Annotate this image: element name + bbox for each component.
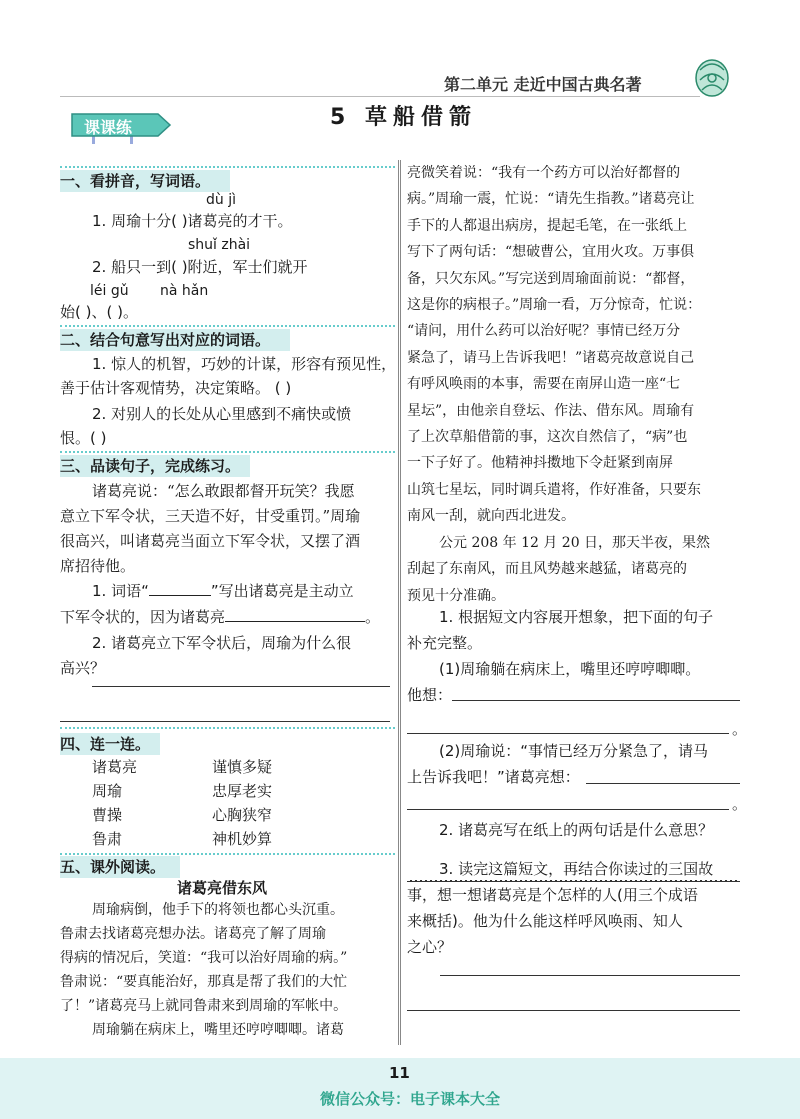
q1-part2: (2)周瑜说：“事情已经万分紧急了，请马 — [439, 742, 709, 760]
answer-line[interactable] — [407, 809, 729, 810]
story-left-column — [60, 898, 347, 1042]
section-4-title: 四、连一连。 — [60, 733, 160, 755]
match-right-item[interactable]: 忠厚老实 — [212, 782, 273, 800]
answer-blank[interactable] — [225, 606, 365, 622]
s3-passage-4: 席招待他。 — [60, 557, 136, 575]
match-left-item[interactable]: 曹操 — [92, 806, 123, 824]
story-line: 鲁肃去找诸葛亮想办法。诸葛亮了解了周瑜 — [60, 926, 326, 942]
story-line: 亮微笑着说：“我有一个药方可以治好都督的 — [407, 165, 681, 181]
q3-line-4: 之心？ — [407, 938, 453, 956]
pinyin-3b: nà hǎn — [160, 283, 209, 299]
story-line: “请问，用什么药可以治好呢？事情已经万分 — [407, 323, 681, 340]
section-rule — [60, 325, 395, 327]
s1-item-2: 2. 船只一到( )附近，军士们就开 — [92, 258, 308, 276]
pinyin-1: dù jì — [206, 192, 236, 208]
story-line: 写下了两句话：“想破曹公，宜用火攻。万事俱 — [407, 244, 695, 261]
answer-line[interactable] — [60, 721, 390, 722]
badge-label: 课课练 — [84, 118, 133, 137]
story-right-column — [407, 160, 710, 609]
section-rule — [60, 166, 395, 168]
s2-line-4: 恨。( ) — [60, 429, 107, 447]
match-left-item[interactable]: 鲁肃 — [92, 830, 123, 848]
q1-part1: (1)周瑜躺在病床上，嘴里还哼哼唧唧。 — [439, 660, 701, 678]
story-line: 星坛”，由他亲自登坛、作法、借东风。周瑜有 — [407, 402, 695, 419]
story-line: 山筑七星坛，同时调兵遣将，作好准备，只要东 — [407, 481, 701, 498]
s3-q2-line2: 高兴？ — [60, 659, 106, 677]
q1-prompt-cont: 补充完整。 — [407, 634, 483, 652]
s3-passage-1: 诸葛亮说：“怎么敢跟都督开玩笑？我愿 — [92, 482, 355, 500]
q1-prefix: 1. 词语“ — [92, 582, 149, 600]
q1-suffix: ”写出诸葛亮是主动立 — [210, 582, 354, 600]
story-line: 周瑜病倒，他手下的将领也都心头沉重。 — [92, 902, 344, 918]
period: 。 — [732, 795, 748, 813]
wechat-credit: 微信公众号：电子课本大全 — [320, 1090, 501, 1108]
story-line: 有呼风唤雨的本事，需要在南屏山造一座“七 — [407, 376, 681, 393]
scroll-emblem-icon — [690, 50, 736, 102]
story-line: 周瑜躺在病床上，嘴里还哼哼唧唧。诸葛 — [92, 1022, 344, 1038]
s3-q1-line1 — [92, 580, 354, 601]
section-3-title: 三、品读句子，完成练习。 — [60, 455, 250, 477]
pinyin-3a: léi gǔ — [90, 283, 129, 299]
lesson-title: 5 草船借箭 — [330, 105, 477, 130]
story-line: 刮起了东南风，而且风势越来越猛，诸葛亮的 — [407, 561, 687, 578]
s4-right-list — [212, 755, 272, 851]
s1-item-2-cont: 始( )、( )。 — [60, 303, 138, 321]
story-line: 一下子好了。他精神抖擞地下令赶紧到南屏 — [407, 455, 673, 472]
header-rule — [60, 96, 700, 97]
s1-item-1: 1. 周瑜十分( )诸葛亮的才干。 — [92, 212, 293, 230]
story-line: 了上次草船借箭的事，这次自然信了，“病”也 — [407, 429, 688, 446]
answer-blank[interactable] — [149, 580, 211, 596]
s3-q1-line2 — [60, 606, 380, 627]
match-right-item[interactable]: 谨慎多疑 — [212, 758, 273, 776]
q3-line-1: 3. 读完这篇短文，再结合你读过的三国故 — [439, 860, 714, 878]
section-1-title: 一、看拼音，写词语。 — [60, 170, 230, 192]
q3-line-3: 来概括)。他为什么能这样呼风唤雨、知人 — [407, 912, 683, 930]
section-5-title: 五、课外阅读。 — [60, 856, 180, 878]
q1-part1-lead: 他想： — [407, 686, 453, 704]
s4-left-list — [92, 755, 137, 851]
story-line: 手下的人都退出病房，提起毛笔，在一张纸上 — [407, 217, 687, 234]
match-right-item[interactable]: 心胸狭窄 — [212, 806, 273, 824]
column-divider — [398, 160, 401, 1045]
match-left-item[interactable]: 周瑜 — [92, 782, 123, 800]
story-line: 南风一刮，就向西北进发。 — [407, 508, 575, 525]
s2-line-3: 2. 对别人的长处从心里感到不痛快或愤 — [92, 405, 352, 423]
page-number: 11 — [389, 1064, 410, 1082]
answer-space[interactable] — [407, 880, 740, 882]
story-line: 病。”周瑜一震，忙说：“请先生指教。”诸葛亮让 — [407, 191, 695, 208]
story-line: 备，只欠东风。”写完送到周瑜面前说：“都督， — [407, 270, 695, 287]
period: 。 — [732, 720, 748, 738]
match-left-item[interactable]: 诸葛亮 — [92, 758, 138, 776]
q1-end: 。 — [365, 608, 381, 626]
story-line: 紧急了，请马上告诉我吧！”诸葛亮故意说自己 — [407, 349, 695, 366]
section-rule — [60, 451, 395, 453]
story-line: 这是你的病根子。”周瑜一看，万分惊奇，忙说： — [407, 297, 702, 314]
s2-line-1: 1. 惊人的机智，巧妙的计谋，形容有预见性， — [92, 355, 397, 373]
story-line: 预见十分准确。 — [407, 587, 505, 604]
story-line: 得病的情况后，笑道：“我可以治好周瑜的病。” — [60, 950, 348, 966]
q3-line-2: 事，想一想诸葛亮是个怎样的人(用三个成语 — [407, 886, 698, 904]
section-rule — [60, 727, 395, 729]
answer-line[interactable] — [452, 700, 740, 701]
story-line: 了！”诸葛亮马上就同鲁肃来到周瑜的军帐中。 — [60, 998, 348, 1014]
story-title: 诸葛亮借东风 — [177, 879, 268, 897]
q1-cont: 下军令状的，因为诸葛亮 — [60, 608, 226, 626]
answer-line[interactable] — [440, 975, 740, 976]
s3-q2-line1: 2. 诸葛亮立下军令状后，周瑜为什么很 — [92, 634, 352, 652]
unit-heading: 第二单元 走近中国古典名著 — [444, 75, 642, 94]
s2-line-2: 善于估计客观情势，决定策略。 ( ) — [60, 379, 292, 397]
q1-prompt: 1. 根据短文内容展开想象，把下面的句子 — [439, 608, 714, 626]
story-line: 公元 208 年 12 月 20 日，那天半夜，果然 — [439, 534, 711, 551]
story-line: 鲁肃说：“要真能治好，那真是帮了我们的大忙 — [60, 974, 348, 990]
answer-line[interactable] — [407, 1010, 740, 1011]
match-right-item[interactable]: 神机妙算 — [212, 830, 273, 848]
lesson-badge — [70, 110, 175, 144]
section-rule — [60, 853, 395, 855]
answer-line[interactable] — [92, 686, 390, 687]
pinyin-2: shuǐ zhài — [188, 237, 251, 253]
s3-passage-3: 很高兴，叫诸葛亮当面立下军令状，又摆了酒 — [60, 532, 361, 550]
s3-passage-2: 意立下军令状，三天造不好，甘受重罚。”周瑜 — [60, 507, 361, 525]
answer-line[interactable] — [407, 733, 729, 734]
q2-prompt: 2. 诸葛亮写在纸上的两句话是什么意思？ — [439, 821, 714, 839]
answer-line[interactable] — [586, 783, 740, 784]
section-2-title: 二、结合句意写出对应的词语。 — [60, 329, 290, 351]
q1-part2-cont: 上告诉我吧！”诸葛亮想： — [407, 768, 580, 786]
